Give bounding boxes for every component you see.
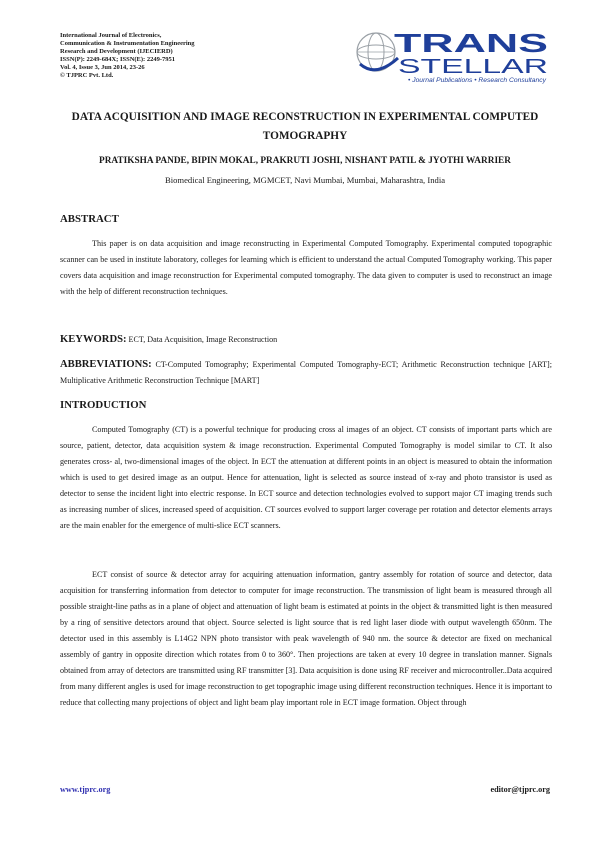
paper-title: DATA ACQUISITION AND IMAGE RECONSTRUCTION IN EXPERIMENTAL COMPUTED TOMOGRAPHY [71, 111, 539, 142]
intro-paragraph-1: Computed Tomography (CT) is a powerful technique for producing cross al images of an object. CT consists of important parts which are source, patient, detector, data acquisition system & image reconstruction. Experimental Computed Tomography is model similar to CT. It also generates cross- al, two-dimensional images of the object. In ECT the attenuation at different points in an object is measured to obtain the information which is used to get desired image as an output. Hence for attenuation, light is selected as source instead of x-ray and photo transistor is used as detector to sense the incident light into electric response. In ECT source and detection technologies evolved to support major CT imaging trends such as increasing number of slices, increased speed of acquisition. CT sources evolved to support larger coverage per rotation and detector elements arrays are the main enabler for the emergence of multi-slice ECT scanners. [60, 425, 552, 531]
abbreviations [60, 357, 552, 389]
footer-website[interactable]: www.tjprc.org [60, 785, 111, 794]
abstract-heading: ABSTRACT [60, 213, 119, 225]
abbreviations-text: CT-Computed Tomography; Experimental Computed Tomography-ECT; Arithmetic Reconstruction technique [ART]; Multiplicative Arithmetic Reconstruction Technique [MART] [60, 360, 552, 385]
abbreviations-label: ABBREVIATIONS: [60, 359, 152, 370]
logo-tagline: • Journal Publications • Research Consultancy [408, 77, 547, 84]
author-list: PRATIKSHA PANDE, BIPIN MOKAL, PRAKRUTI JOSHI, NISHANT PATIL & JYOTHI WARRIER [99, 156, 511, 166]
journal-line: © TJPRC Pvt. Ltd. [60, 72, 114, 80]
journal-line: Communication & Instrumentation Engineering [60, 40, 195, 48]
logo-word-stellar: STELLAR [398, 56, 548, 78]
keywords-label: KEYWORDS: [60, 334, 127, 345]
footer-email[interactable]: editor@tjprc.org [490, 785, 550, 794]
affiliation: Biomedical Engineering, MGMCET, Navi Mumbai, Mumbai, Maharashtra, India [164, 175, 446, 185]
journal-info [60, 32, 320, 81]
journal-line: Research and Development (IJECIERD) [60, 48, 173, 56]
intro-paragraph-2: ECT consist of source & detector array for acquiring attenuation information, gantry assembly for rotation of source and detector, data acquisition for transferring information from detector to computer for image reconstruction. The transmission of light beam is measured through all possible straight-line paths as in a plane of object and attenuation of light beam is estimated at points in the object & transmitted light is then measured by a ring of sensitive detectors around that object. Source selected is light source that is red light laser diode with output wavelength 650nm. The detector used in this assembly is L14G2 NPN photo transistor with peak wavelength of 940 nm. the source & detector are fixed on mechanical assembly of gantry in opposite direction which rotates from 0 to 360°. Then projections are taken at every 10 degree in translation manner. Signals obtained from array of detectors are transmitted using RF transmitter [3]. Data acquisition is done using RF receiver and microcontroller..Data acquired from many different angles is used for image reconstruction to get topographic image using different reconstruction techniques. Hence it is important to reduce that collecting many projections of object and light beam play important role in ECT image formation. Object through [60, 570, 552, 708]
keywords-text: ECT, Data Acquisition, Image Reconstruction [126, 335, 278, 344]
journal-line: ISSN(P): 2249-684X; ISSN(E): 2249-7951 [60, 56, 176, 64]
abstract-text: This paper is on data acquisition and image reconstructing in Experimental Computed Tomography. Experimental computed topographic scanner can be used in institute laboratory, colleges for learning which is efficient to understand the actual Computed Tomography working. This paper covers data acquisition and image reconstruction for Experimental computed tomography. The data given to computer is used to reconstruct an image with the help of different reconstruction techniques. [60, 239, 552, 297]
introduction-heading: INTRODUCTION [60, 399, 147, 411]
journal-line: International Journal of Electronics, [60, 32, 162, 39]
journal-line: Vol. 4, Issue 3, Jun 2014, 23-26 [60, 64, 145, 72]
globe-icon [357, 33, 398, 71]
transstellar-logo [354, 28, 550, 84]
keywords [60, 332, 552, 348]
logo-word-trans: TRANS [394, 28, 548, 58]
